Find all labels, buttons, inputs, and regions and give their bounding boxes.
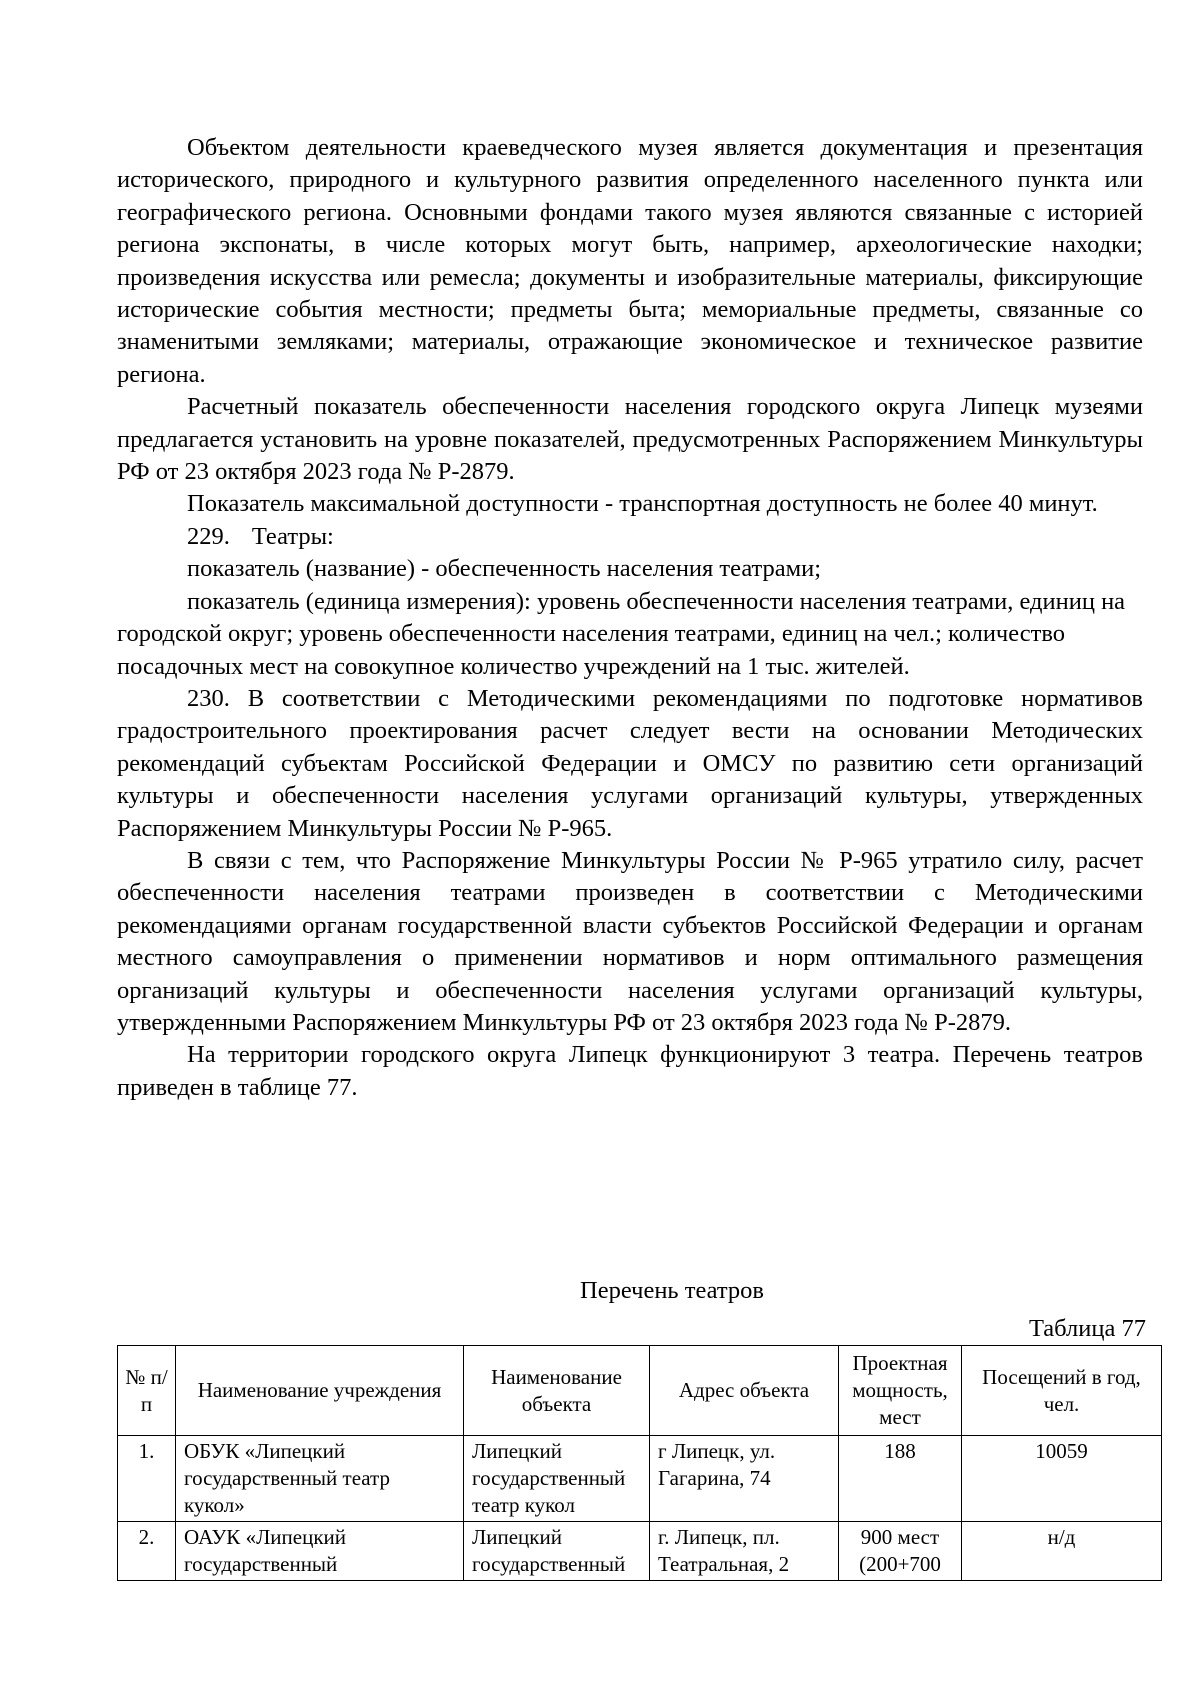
theatres-table — [117, 1345, 1162, 1581]
paragraph-r965-expired: В связи с тем, что Распоряжение Минкультуры России № Р-965 утратило силу, расчет обеспеченности населения театрами произведен в соответствии с Методическими рекомендациями органам государственной власти субъектов Российской Федерации и органам местного самоуправления о применении нормативов и норм оптимального размещения организаций культуры и обеспеченности населения услугами организаций культуры, утвержденными Распоряжением Минкультуры РФ от 23 октября 2023 года № Р-2879. — [117, 846, 1143, 1036]
header-institution: Наименование учреждения — [176, 1346, 464, 1436]
paragraph-theatres-count: На территории городского округа Липецк функционируют 3 театра. Перечень театров приведен в таблице 77. — [117, 1041, 1143, 1101]
cell-number: 2. — [118, 1522, 176, 1581]
table-header-row — [118, 1346, 1162, 1436]
cell-address: г Липецк, ул. Гагарина, 74 — [650, 1436, 839, 1522]
indicator-name: показатель (название) - обеспеченность населения театрами; — [187, 555, 822, 583]
table-row — [118, 1436, 1162, 1522]
cell-object: Липецкий государственный — [464, 1522, 650, 1581]
section-229-title: Театры: — [251, 522, 334, 550]
paragraph-museum-indicator: Расчетный показатель обеспеченности населения городского округа Липецк музеями предлагается установить на уровне показателей, предусмотренных Распоряжением Минкультуры РФ от 23 октября 2023 года № Р-2879. — [117, 393, 1143, 486]
section-229-heading — [117, 521, 1143, 553]
header-number: № п/п — [118, 1346, 176, 1436]
cell-address: г. Липецк, пл. Театральная, 2 — [650, 1522, 839, 1581]
paragraph-museum-object: Объектом деятельности краеведческого музея является документация и презентация исторического, природного и культурного развития определенного населенного пункта или географического региона. Основными фондами такого музея являются связанные с историей региона экспонаты, в числе которых могут быть, например, археологические находки; произведения искусства или ремесла; документы и изобразительные материалы, фиксирующие исторические события местности; предметы быта; мемориальные предметы, связанные со знаменитыми земляками; материалы, отражающие экономическое и техническое развитие региона. — [117, 134, 1143, 388]
table-title: Перечень театров — [580, 1277, 764, 1304]
cell-visits: 10059 — [962, 1436, 1162, 1522]
cell-capacity: 900 мест (200+700 — [839, 1522, 962, 1581]
cell-capacity: 188 — [839, 1436, 962, 1522]
cell-visits: н/д — [962, 1522, 1162, 1581]
body-text — [117, 132, 1143, 1104]
table-row — [118, 1522, 1162, 1581]
cell-institution: ОАУК «Липецкий государственный — [176, 1522, 464, 1581]
cell-number: 1. — [118, 1436, 176, 1522]
header-capacity: Проектная мощность, мест — [839, 1346, 962, 1436]
paragraph-max-access: Показатель максимальной доступности - транспортная доступность не более 40 минут. — [187, 490, 1098, 518]
cell-object: Липецкий государственный театр кукол — [464, 1436, 650, 1522]
table-label: Таблица 77 — [1028, 1315, 1146, 1342]
header-object: Наименование объекта — [464, 1346, 650, 1436]
cell-institution: ОБУК «Липецкий государственный театр кукол» — [176, 1436, 464, 1522]
paragraph-230: 230. В соответствии с Методическими рекомендациями по подготовке нормативов градостроительного проектирования расчет следует вести на основании Методических рекомендаций субъектам Российской Федерации и ОМСУ по развитию сети организаций культуры и обеспеченности населения услугами организаций культуры, утвержденных Распоряжением Минкультуры России № Р-965. — [117, 684, 1143, 842]
header-visits: Посещений в год, чел. — [962, 1346, 1162, 1436]
indicator-unit: показатель (единица измерения): уровень обеспеченности населения театрами, единиц на городской округ; уровень обеспеченности населения театрами, единиц на чел.; количество посадочных мест на совокупное количество учреждений на 1 тыс. жителей. — [117, 587, 1126, 680]
section-229-number: 229. — [187, 522, 230, 550]
header-address: Адрес объекта — [650, 1346, 839, 1436]
